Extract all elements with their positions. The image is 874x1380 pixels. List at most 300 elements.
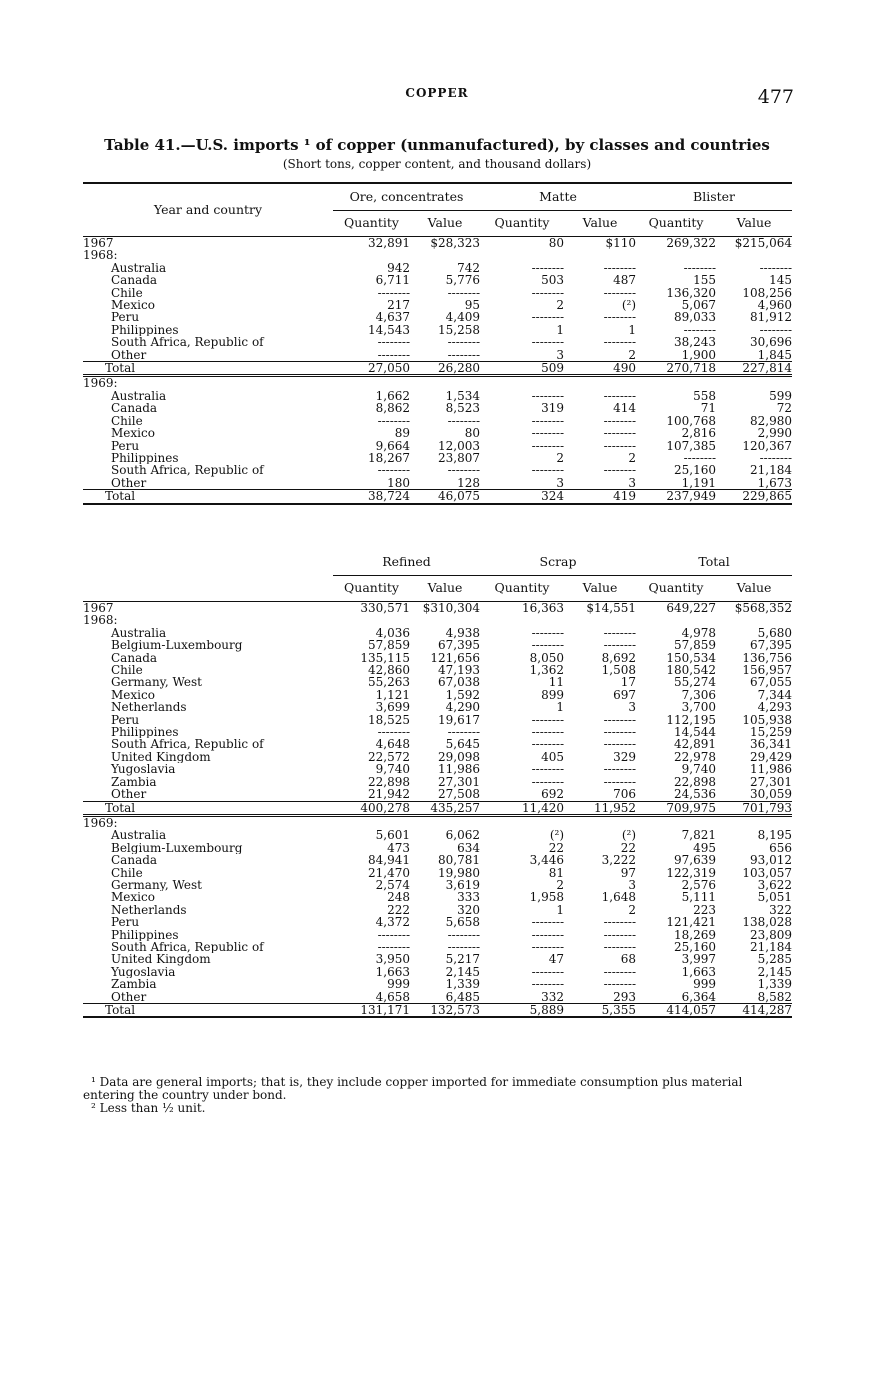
column-header: Quantity (648, 580, 704, 596)
table-cell: 1,673 (757, 476, 793, 490)
table-cell (636, 815, 716, 829)
table-cell: 7,306 (681, 688, 717, 702)
table-cell: -------- (603, 713, 637, 727)
table-cell: 93,012 (750, 854, 793, 867)
table-cell: -------- (447, 464, 481, 477)
table-cell: 9,664 (375, 439, 410, 452)
table-cell: 4,372 (375, 916, 410, 929)
table-cell: 57,859 (674, 639, 717, 652)
table-cell: 1,663 (375, 965, 410, 979)
column-header: Quantity (344, 580, 399, 596)
table-row (83, 490, 792, 504)
table-cell: 742 (457, 261, 481, 275)
table-row (83, 440, 792, 452)
table-cell: 1 (556, 701, 565, 714)
table-cell: 2,576 (681, 878, 717, 892)
table-cell: -------- (603, 965, 637, 979)
column-header: Value (582, 580, 618, 596)
table-cell: 180 (387, 476, 410, 490)
table-cell: 4,978 (681, 626, 717, 640)
table-cell: -------- (531, 286, 565, 300)
table-cell: -------- (447, 348, 481, 362)
table-cell: 72 (776, 402, 793, 415)
table-row (83, 452, 792, 464)
table-cell: 329 (613, 750, 637, 764)
table-row (83, 362, 792, 376)
table-cell: 5,601 (375, 829, 410, 842)
table-cell (636, 614, 716, 626)
column-header: Value (427, 580, 463, 596)
table-cell: 1,121 (375, 688, 410, 702)
table-cell: -------- (531, 713, 565, 727)
country-label: Australia (111, 389, 167, 403)
country-label: Peru (111, 713, 140, 727)
table-row (83, 738, 792, 750)
table-cell: 330,571 (360, 601, 410, 615)
group-header: Total (636, 549, 792, 576)
imports-table-part2 (83, 549, 792, 1018)
country-label: Australia (111, 626, 167, 640)
country-label: Philippines (111, 726, 179, 739)
table-cell: -------- (759, 323, 793, 337)
table-cell: -------- (377, 336, 410, 349)
table-cell: 12,003 (438, 439, 481, 452)
table-cell: -------- (531, 916, 565, 929)
table-cell: 42,860 (368, 664, 410, 677)
table-cell: 8,862 (375, 402, 410, 415)
table-cell: -------- (683, 323, 717, 337)
table-cell: 112,195 (666, 713, 717, 727)
table-cell: 22,898 (368, 775, 410, 789)
column-header: Value (736, 580, 772, 596)
table-cell: 558 (693, 389, 717, 403)
country-label: Canada (111, 854, 158, 867)
table-cell: 21,470 (368, 866, 410, 879)
table-cell: 25,160 (674, 940, 717, 954)
table-cell: 5,658 (445, 916, 481, 929)
table-cell: 487 (613, 274, 637, 287)
table-cell: 11,986 (750, 763, 793, 776)
table-cell: 81 (548, 866, 565, 879)
table-cell: 3,699 (375, 701, 410, 714)
table-row (83, 652, 792, 664)
table-cell: 405 (541, 750, 565, 764)
table-cell: 15,259 (750, 726, 793, 739)
table-cell: -------- (531, 928, 565, 941)
table-cell: 97,639 (674, 854, 717, 867)
table-cell: 414,057 (666, 1003, 717, 1017)
table-cell: 5,645 (445, 738, 481, 751)
table-cell: -------- (377, 414, 410, 428)
table-cell: -------- (603, 414, 637, 428)
table-row (83, 464, 792, 476)
table-cell: 132,573 (430, 1003, 481, 1017)
table-cell: -------- (447, 940, 481, 954)
table-cell: 84,941 (368, 854, 410, 867)
table-cell: 237,949 (666, 489, 717, 504)
table-cell: 15,258 (438, 323, 481, 337)
table-cell (480, 815, 564, 829)
table-cell: 5,217 (445, 953, 481, 966)
table-row (83, 714, 792, 726)
table-cell: 121,656 (430, 651, 481, 665)
table-cell: 709,975 (666, 801, 717, 815)
table-cell: -------- (603, 311, 637, 324)
table-cell: 103,057 (742, 866, 793, 879)
table-cell: -------- (377, 286, 410, 300)
table-cell: 5,067 (681, 299, 717, 312)
table-cell: 999 (387, 978, 410, 991)
table-row (83, 788, 792, 801)
table-cell: 38,724 (368, 489, 410, 504)
table-cell: 80,781 (438, 854, 481, 867)
table-cell: 21,184 (750, 940, 793, 954)
country-label: South Africa, Republic of (111, 738, 264, 751)
table-cell: 2 (556, 878, 565, 892)
country-label: Germany, West (111, 676, 202, 689)
table-cell: 6,062 (445, 829, 481, 842)
table-cell: 18,267 (368, 451, 410, 465)
table-cell: 29,098 (438, 750, 481, 764)
table-cell: 473 (387, 841, 410, 855)
table-cell: 1,339 (757, 978, 793, 991)
table-cell: -------- (531, 763, 565, 776)
table-cell: 68 (620, 953, 637, 966)
footnote-2: ² Less than ½ unit. (91, 1101, 206, 1115)
table-cell: 1,662 (375, 389, 410, 403)
table-cell: 2 (556, 299, 565, 312)
table-cell: 89 (394, 427, 410, 440)
table-cell: 18,269 (674, 928, 717, 941)
table-cell: 1,648 (601, 891, 637, 904)
table-cell: 2,145 (445, 965, 481, 979)
table-cell: 120,367 (742, 439, 793, 452)
table-cell: -------- (531, 965, 565, 979)
table-row (83, 867, 792, 879)
table-cell: 2 (628, 451, 637, 465)
table-cell: 4,637 (375, 311, 410, 324)
table-cell: (²) (621, 829, 637, 842)
table-cell: 5,111 (681, 891, 717, 904)
table-cell: 1 (628, 323, 637, 337)
country-label: Chile (111, 866, 143, 879)
table-cell: 25,160 (674, 464, 717, 477)
table-cell: $28,323 (430, 236, 481, 250)
country-label: Other (111, 476, 147, 490)
table-cell: 8,582 (757, 990, 793, 1004)
country-label: Belgium-Luxembourg (111, 639, 243, 652)
group-header: Ore, concentrates (333, 183, 480, 211)
table-cell: 89,033 (674, 311, 717, 324)
table-row (83, 676, 792, 688)
table-row (83, 966, 792, 978)
table-cell: -------- (603, 261, 637, 275)
table-row (83, 664, 792, 676)
table-cell: 107,385 (666, 439, 717, 452)
table-cell (333, 376, 410, 390)
table-cell (564, 815, 636, 829)
table-cell (480, 249, 564, 261)
table-cell: 11,986 (438, 763, 481, 776)
table-cell: -------- (377, 928, 410, 941)
table-row (83, 991, 792, 1004)
table-cell: 47,193 (438, 664, 481, 677)
country-label: Netherlands (111, 701, 187, 714)
table-cell: -------- (603, 738, 637, 751)
table-cell: -------- (531, 427, 565, 440)
table-cell: 229,865 (742, 489, 793, 504)
table-cell: -------- (447, 286, 481, 300)
table-cell: 5,889 (529, 1003, 565, 1017)
year-label: 1969: (83, 815, 118, 830)
table-cell: -------- (531, 978, 565, 991)
table-cell: 136,756 (742, 651, 793, 665)
table-cell (333, 614, 410, 626)
table-cell: $215,064 (734, 236, 793, 250)
table-cell: 5,285 (757, 953, 793, 966)
table-cell: -------- (603, 626, 637, 640)
table-cell: 1,508 (601, 664, 637, 677)
table-cell: 6,485 (445, 990, 481, 1004)
table-cell: 942 (387, 261, 410, 275)
table-cell: -------- (603, 639, 637, 652)
table-row (83, 639, 792, 651)
table-subtitle: (Short tons, copper content, and thousand dollars) (282, 157, 592, 171)
table-cell: -------- (531, 414, 565, 428)
table-cell: 322 (769, 903, 793, 917)
table-cell (410, 376, 480, 390)
column-header: Value (427, 215, 463, 231)
table-row (83, 237, 792, 250)
table-cell: 71 (700, 402, 717, 415)
table-cell: 42,891 (674, 738, 717, 751)
table-row (83, 627, 792, 639)
table-cell (480, 614, 564, 626)
table-cell: 3,997 (681, 953, 717, 966)
table-cell: 217 (387, 299, 410, 312)
country-label: Philippines (111, 323, 179, 337)
table-row (83, 415, 792, 427)
table-cell: 419 (613, 489, 637, 504)
table-cell: -------- (603, 439, 637, 452)
table-cell: 2 (556, 451, 565, 465)
table-row (83, 763, 792, 775)
table-cell (410, 249, 480, 261)
table-cell: 1,191 (681, 476, 717, 490)
table-cell: 223 (693, 903, 717, 917)
total-label: Total (105, 361, 136, 376)
table-cell: $568,352 (734, 601, 793, 615)
country-label: South Africa, Republic of (111, 336, 264, 349)
table-row (83, 801, 792, 815)
table-cell: 27,301 (438, 775, 481, 789)
table-cell: 435,257 (430, 801, 481, 815)
table-row (83, 941, 792, 953)
table-cell: -------- (531, 336, 565, 349)
table-cell: 1 (556, 323, 565, 337)
table-cell: 269,322 (666, 236, 717, 250)
table-cell: 509 (541, 361, 565, 376)
table-cell: 634 (457, 841, 481, 855)
table-row (83, 726, 792, 738)
table-cell: 5,680 (757, 626, 793, 640)
table-row (83, 249, 792, 261)
table-cell: 2 (628, 903, 637, 917)
table-row (83, 262, 792, 274)
table-cell: 136,320 (666, 286, 717, 300)
table-cell: 80 (548, 236, 565, 250)
table-cell: 270,718 (666, 361, 717, 376)
table-row (83, 829, 792, 841)
table-cell: 1 (556, 903, 565, 917)
table-cell: -------- (603, 286, 637, 300)
table-cell: 156,957 (742, 664, 793, 677)
table-cell: 1,339 (445, 978, 481, 991)
year-label: 1969: (83, 376, 118, 390)
country-label: Belgium-Luxembourg (111, 841, 243, 855)
table-cell: 67,038 (438, 676, 481, 689)
table-cell: 3,700 (681, 701, 717, 714)
country-label: Yugoslavia (111, 965, 176, 979)
table-cell: 3,222 (601, 854, 637, 867)
table-cell: -------- (447, 336, 481, 349)
table-cell: 145 (769, 274, 793, 287)
country-label: Philippines (111, 928, 179, 941)
table-cell: 23,807 (438, 451, 481, 465)
country-label: United Kingdom (111, 750, 211, 764)
column-header: Quantity (648, 215, 704, 231)
table-cell: -------- (603, 775, 637, 789)
column-header: Value (582, 215, 618, 231)
table-row (83, 751, 792, 763)
table-cell: 150,534 (666, 651, 717, 665)
table-cell: 2,816 (681, 427, 717, 440)
table-row (83, 891, 792, 903)
table-cell: 21,942 (368, 788, 410, 801)
table-cell: 11,420 (522, 801, 565, 815)
table-row (83, 376, 792, 390)
table-cell: 495 (693, 841, 717, 855)
table-cell: -------- (377, 726, 410, 739)
table-cell: 67,055 (750, 676, 793, 689)
country-label: Chile (111, 664, 143, 677)
table-cell: 599 (769, 389, 793, 403)
table-cell: 30,059 (750, 788, 793, 801)
table-row (83, 614, 792, 626)
table-cell: 3 (556, 476, 565, 490)
table-row (83, 287, 792, 299)
table-cell: 27,050 (368, 361, 410, 376)
group-header: Refined (333, 549, 480, 576)
country-label: Australia (111, 829, 167, 842)
table-cell: 138,028 (742, 916, 793, 929)
table-cell: 4,658 (375, 990, 410, 1004)
table-cell: -------- (603, 940, 637, 954)
table-cell: 11 (548, 676, 565, 689)
table-row (83, 879, 792, 891)
table-cell: 701,793 (742, 801, 793, 815)
country-label: Other (111, 990, 147, 1004)
year-label: 1967 (83, 236, 114, 250)
page-number: 477 (757, 86, 794, 108)
table-row (83, 815, 792, 829)
table-cell: -------- (531, 626, 565, 640)
table-cell: (²) (621, 299, 637, 312)
year-label: 1968: (83, 614, 118, 627)
table-row (83, 402, 792, 414)
country-label: Zambia (111, 775, 157, 789)
table-cell: -------- (531, 464, 565, 477)
table-cell: $14,551 (586, 601, 637, 615)
table-cell: -------- (603, 978, 637, 991)
table-cell (636, 249, 716, 261)
country-label: Peru (111, 311, 140, 324)
table-cell: 1,663 (681, 965, 717, 979)
table-cell: 2,574 (375, 878, 410, 892)
country-label: Chile (111, 286, 143, 300)
table-cell: 155 (693, 274, 717, 287)
table-cell: 324 (541, 489, 565, 504)
table-cell: 131,171 (360, 1003, 410, 1017)
column-header: Quantity (344, 215, 399, 231)
footnote-1: ¹ Data are general imports; that is, they include copper imported for immediate consumption plus material entering the country under bond. (83, 1075, 743, 1102)
year-label: 1967 (83, 601, 114, 615)
table-cell: 4,960 (757, 299, 793, 312)
table-cell: 105,938 (742, 713, 793, 727)
table-cell: 400,278 (360, 801, 410, 815)
table-cell: 1,534 (445, 389, 481, 403)
table-cell (564, 376, 636, 390)
table-cell: 21,184 (750, 464, 793, 477)
group-header: Matte (480, 183, 636, 211)
table-row (83, 776, 792, 788)
table-cell: 55,274 (674, 676, 717, 689)
table-cell: 22 (620, 841, 637, 855)
table-cell: 22 (548, 841, 565, 855)
imports-table-part1 (83, 182, 792, 505)
table-cell: 706 (613, 788, 637, 801)
table-cell: 5,355 (601, 1003, 637, 1017)
table-cell: 9,740 (375, 763, 410, 776)
table-cell: -------- (603, 916, 637, 929)
table-cell: -------- (683, 261, 717, 275)
table-cell: 3 (628, 476, 637, 490)
table-cell: -------- (603, 928, 637, 941)
table-row (83, 916, 792, 928)
table-row (83, 311, 792, 323)
table-cell: 38,243 (674, 336, 717, 349)
table-cell: -------- (759, 451, 793, 465)
table-cell (480, 376, 564, 390)
table-cell: 122,319 (666, 866, 717, 879)
table-cell: $110 (605, 236, 637, 250)
table-cell: 320 (457, 903, 481, 917)
table-cell: 22,898 (674, 775, 717, 789)
table-cell: 999 (693, 978, 717, 991)
table-cell: 697 (613, 688, 637, 702)
table-cell: 55,263 (368, 676, 410, 689)
table-cell: 9,740 (681, 763, 717, 776)
table-cell (564, 614, 636, 626)
table-cell: 1,845 (757, 348, 793, 362)
table-cell: 649,227 (666, 601, 717, 615)
table-cell: 135,115 (360, 651, 410, 665)
table-cell (716, 249, 792, 261)
table-cell: 2 (628, 348, 637, 362)
table-row (83, 274, 792, 286)
country-label: Zambia (111, 978, 157, 991)
table-cell: 82,980 (750, 414, 793, 428)
